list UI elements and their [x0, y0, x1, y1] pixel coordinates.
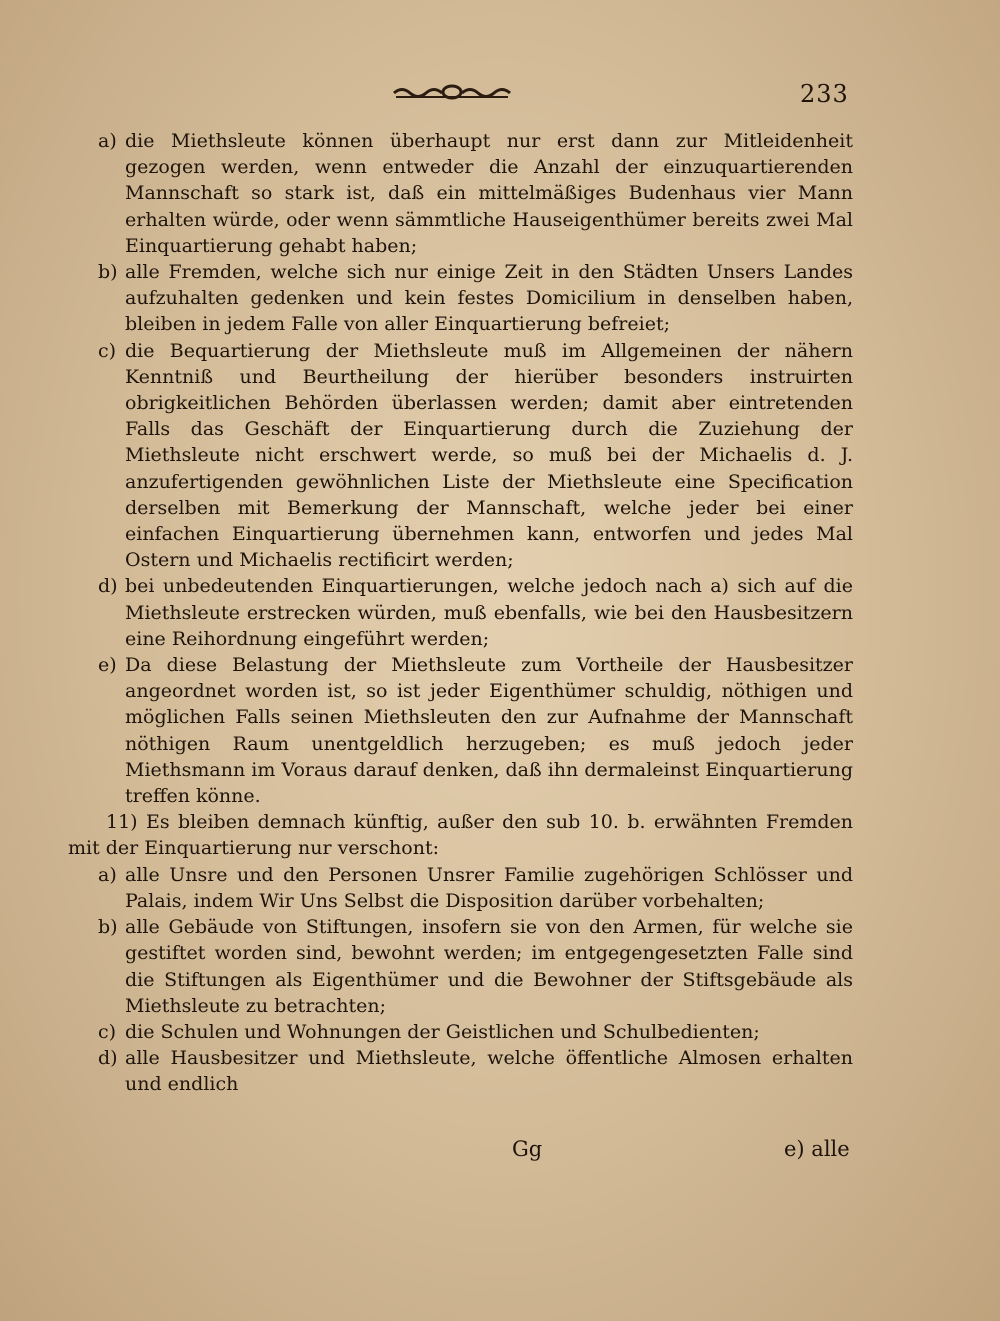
- item-text: alle Gebäude von Stiftungen, insofern sie von den Armen, für welche sie gestiftet worden sind, bewohnt werden; im entgegengesetzten Falle sind die Stiftungen als Eigenthümer und die Bewohner der Stiftsgebäude als Miethsleute zu betrachten;: [125, 916, 853, 1017]
- item-marker: a): [98, 863, 117, 886]
- item-marker: c): [98, 1020, 117, 1043]
- list-item: [98, 1019, 853, 1045]
- list-item: [98, 573, 853, 652]
- list-item: [98, 338, 853, 574]
- item-text: die Bequartierung der Miethsleute muß im Allgemeinen der nähern Kenntniß und Beurtheilung der hierüber besonders instruirten obrigkeitlichen Behörden überlassen werden; damit aber eintretenden Falls das Geschäft der Einquartierung durch die Zuziehung der Miethsleute nicht erschwert werde, so muß bei der Michaelis d. J. anzufertigenden gewöhnlichen Liste der Miethsleute eine Specification derselben mit Bemerkung der Mannschaft, welche jeder bei einer einfachen Einquartierung übernehmen kann, entworfen und jedes Mal Ostern und Michaelis rectificirt werden;: [125, 339, 853, 572]
- item-marker: e): [98, 654, 117, 677]
- item-text: bei unbedeutenden Einquartierungen, welche jedoch nach a) sich auf die Miethsleute erstrecken würden, muß ebenfalls, wie bei den Hausbesitzern eine Reihordnung eingeführt werden;: [125, 575, 853, 650]
- item-text: alle Fremden, welche sich nur einige Zeit in den Städten Unsers Landes aufzuhalten gedenken und kein festes Domicilium in denselben haben, bleiben in jedem Falle von aller Einquartierung befreiet;: [125, 261, 853, 336]
- list-item: [98, 128, 853, 259]
- item-text: die Schulen und Wohnungen der Geistlichen und Schulbedienten;: [125, 1020, 760, 1043]
- list-item: [98, 914, 853, 1019]
- item-marker: c): [98, 339, 117, 362]
- item-marker: b): [98, 916, 118, 939]
- item-marker: d): [98, 1047, 118, 1070]
- list-item: [98, 1045, 853, 1097]
- list-item: [98, 652, 853, 809]
- item-text: Da diese Belastung der Miethsleute zum Vortheile der Hausbesitzer angeordnet worden ist, so ist jeder Eigenthümer schuldig, nöthigen und möglichen Falls seinen Miethsleuten den zur Aufnahme der Mannschaft nöthigen Raum unentgeldlich herzugeben; es muß jedoch jeder Miethsmann im Voraus darauf denken, daß ihn dermaleinst Einquartierung treffen könne.: [125, 654, 853, 808]
- page-footer: [0, 1137, 1000, 1167]
- body-text: [68, 128, 853, 1098]
- page-number: 233: [800, 80, 849, 108]
- list-item: [98, 259, 853, 338]
- catchword: e) alle: [784, 1137, 850, 1161]
- item-marker: b): [98, 261, 118, 284]
- list-item: [98, 862, 853, 914]
- item-marker: a): [98, 130, 117, 152]
- signature-mark: Gg: [512, 1137, 543, 1161]
- item-text: alle Unsre und den Personen Unsrer Familie zugehörigen Schlösser und Palais, indem Wir Uns Selbst die Disposition darüber vorbehalten;: [125, 863, 853, 912]
- item-text: die Miethsleute können überhaupt nur erst dann zur Mitleidenheit gezogen werden, wenn entweder die Anzahl der einzuquartierenden Mannschaft so stark ist, daß ein mittelmäßiges Budenhaus vier Mann erhalten würde, oder wenn sämmtliche Hauseigenthümer bereits zwei Mal Einquartierung gehabt haben;: [125, 130, 853, 257]
- item-marker: d): [98, 575, 118, 598]
- item-text: alle Hausbesitzer und Miethsleute, welche öffentliche Almosen erhalten und endlich: [125, 1047, 853, 1096]
- section-11-paragraph: 11) Es bleiben demnach künftig, außer den sub 10. b. erwähnten Fremden mit der Einquartierung nur verschont:: [68, 811, 853, 860]
- decorative-rule-ornament: [392, 80, 512, 102]
